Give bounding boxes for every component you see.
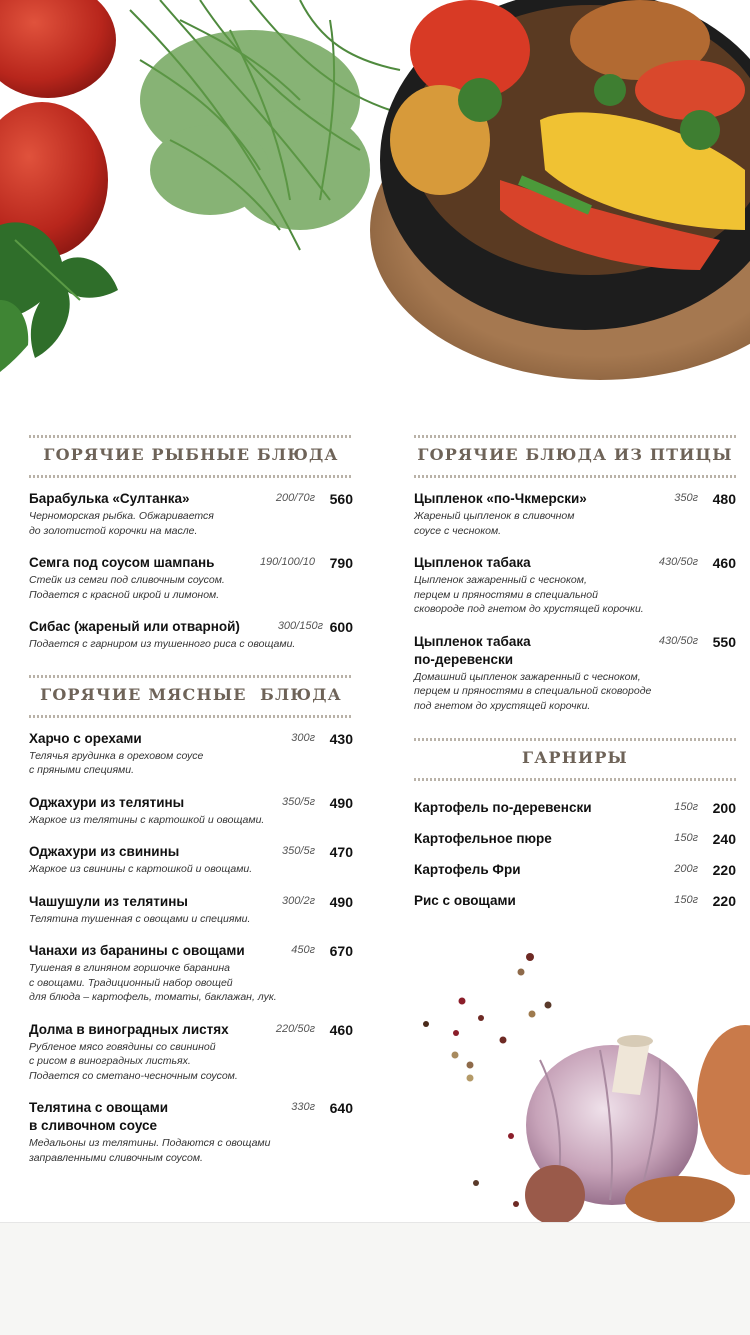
dish-weight: 150г [674,894,698,906]
divider [29,715,353,718]
dish-weight: 300/2г [282,894,315,907]
dish-description: Стейк из семги под сливочным соусом. Подается с красной икрой и лимоном. [29,574,225,601]
dish-name: Сибас (жареный или отварной) [29,619,240,634]
dish-weight: 430/50г [658,556,698,568]
dish-name: Картофель Фри [414,862,521,877]
dish-description: Жареный цыпленок в сливочном соусе с чесноком. [414,510,575,537]
garlic-icon [525,1025,750,1222]
dish-name: Чанахи из баранины с овощами [29,943,245,958]
dish-description: Телятина тушенная с овощами и специями. [29,912,251,925]
menu-item [29,843,353,877]
menu-item [29,554,353,602]
dish-price: 600 [329,619,353,635]
dish-price: 460 [329,1021,353,1038]
menu-item [29,794,353,828]
divider [414,475,736,478]
right-column [414,432,736,923]
divider [414,435,736,438]
peppercorn-icon [423,953,552,1207]
dish-name: Оджахури из телятины [29,794,185,810]
divider [29,475,353,478]
menu-item [414,799,736,817]
dish-description: Рубленое мясо говядины со свининой с рисом в виноградных листьях. Подается со сметано-чесночным соусом. [29,1040,238,1082]
section-title: ГОРЯЧИЕ РЫБНЫЕ БЛЮДА [43,445,339,464]
dish-name: Цыпленок табака [414,555,531,570]
dish-price: 220 [712,862,736,878]
menu-item [414,830,736,848]
dish-name: Телятина с овощами в сливочном соусе [29,1100,169,1133]
dish-name: Чашушули из телятины [29,893,188,909]
menu-item [414,554,736,617]
dish-description: Жаркое из свинины с картошкой и овощами. [29,863,253,875]
dish-weight: 300г [291,731,315,744]
dish-weight: 190/100/10 [259,556,315,568]
dish-price: 640 [329,1100,353,1116]
dish-price: 460 [712,555,736,571]
dish-price: 470 [329,844,353,860]
dish-name: Цыпленок «по-Чкмерски» [414,491,587,506]
dish-description: Медальоны из телятины. Подаются с овощами заправленными сливочным соусом. [29,1137,271,1164]
menu-item [29,942,353,1005]
divider [414,738,736,741]
dish-price: 670 [329,943,353,959]
divider [29,435,353,438]
dish-price: 430 [329,730,353,747]
dish-weight: 450г [291,944,315,956]
divider [29,675,353,678]
dish-description: Цыпленок зажаренный с чесноком, перцем и пряностями в специальной сковороде под гнетом до хрустящей корочки. [414,574,644,615]
dish-description: Телячья грудинка в ореховом соусе с пряными специями. [29,749,204,776]
divider [414,778,736,781]
dish-weight: 150г [674,832,698,844]
menu-item [29,893,353,927]
dish-price: 480 [712,491,736,507]
dish-weight: 350/5г [282,845,315,857]
sides-list [414,793,736,910]
dish-name: Рис с овощами [414,893,516,908]
section-title: ГОРЯЧИЕ МЯСНЫЕ БЛЮДА [40,684,342,704]
section-header-meat [29,672,353,718]
dish-name: Картофельное пюре [414,831,552,846]
section-header-fish [29,432,353,478]
menu-item [414,490,736,538]
dish-name: Оджахури из свинины [29,844,180,859]
dish-price: 490 [329,794,353,811]
dish-name: Картофель по-деревенски [414,800,592,815]
dish-name: Долма в виноградных листях [29,1021,229,1037]
dish-name: Семга под соусом шампань [29,555,215,570]
section-title: ГОРЯЧИЕ БЛЮДА ИЗ ПТИЦЫ [417,445,733,464]
menu-item [29,1021,353,1084]
dish-weight: 430/50г [658,634,698,647]
dill-fronds [140,30,370,230]
dish-weight: 330г [291,1101,315,1113]
dish-description: Домашний цыпленок зажаренный с чесноком, перцем и пряностями в специальной сковороде под гнетом до хрустящей корочки. [414,670,652,712]
dish-description: Жаркое из телятины с картошкой и овощами. [29,813,265,826]
section-header-sides [414,735,736,781]
dish-description: Черноморская рыбка. Обжаривается до золотистой корочки на масле. [29,510,214,537]
dish-weight: 200/70г [275,492,315,504]
dish-name: Цыпленок табака по-деревенски [414,633,531,667]
dish-weight: 220/50г [275,1022,315,1035]
dish-price: 490 [329,893,353,910]
dish-price: 220 [712,893,736,909]
dish-name: Харчо с орехами [29,730,142,746]
dish-weight: 150г [674,801,698,813]
menu-item [29,490,353,538]
dish-price: 200 [712,800,736,816]
dish-price: 550 [712,633,736,650]
menu-item [29,618,353,652]
menu-item [414,861,736,879]
menu-item [29,730,353,778]
section-header-poultry [414,432,736,478]
dish-description: Тушеная в глиняном горшочке баранина с овощами. Традиционный набор овощей для блюда – картофель, томаты, баклажан, лук. [29,962,277,1003]
menu-item [414,633,736,714]
blank-footer [0,1222,750,1335]
dish-price: 240 [712,831,736,847]
sauteed-vegetables-pan-icon [370,0,750,380]
menu-item [29,1099,353,1165]
dish-price: 560 [329,491,353,507]
dish-weight: 350/5г [282,795,315,808]
dish-weight: 200г [674,863,698,875]
menu-item [414,892,736,910]
dish-weight: 300/150г [277,620,323,632]
tomato-icon [0,0,116,98]
dish-weight: 350г [674,492,698,504]
dish-description: Подается с гарниром из тушенного риса с овощами. [29,638,296,650]
left-column [29,432,353,1181]
dish-price: 790 [329,555,353,571]
dish-name: Барабулька «Султанка» [29,491,190,506]
section-title: ГАРНИРЫ [521,748,628,767]
